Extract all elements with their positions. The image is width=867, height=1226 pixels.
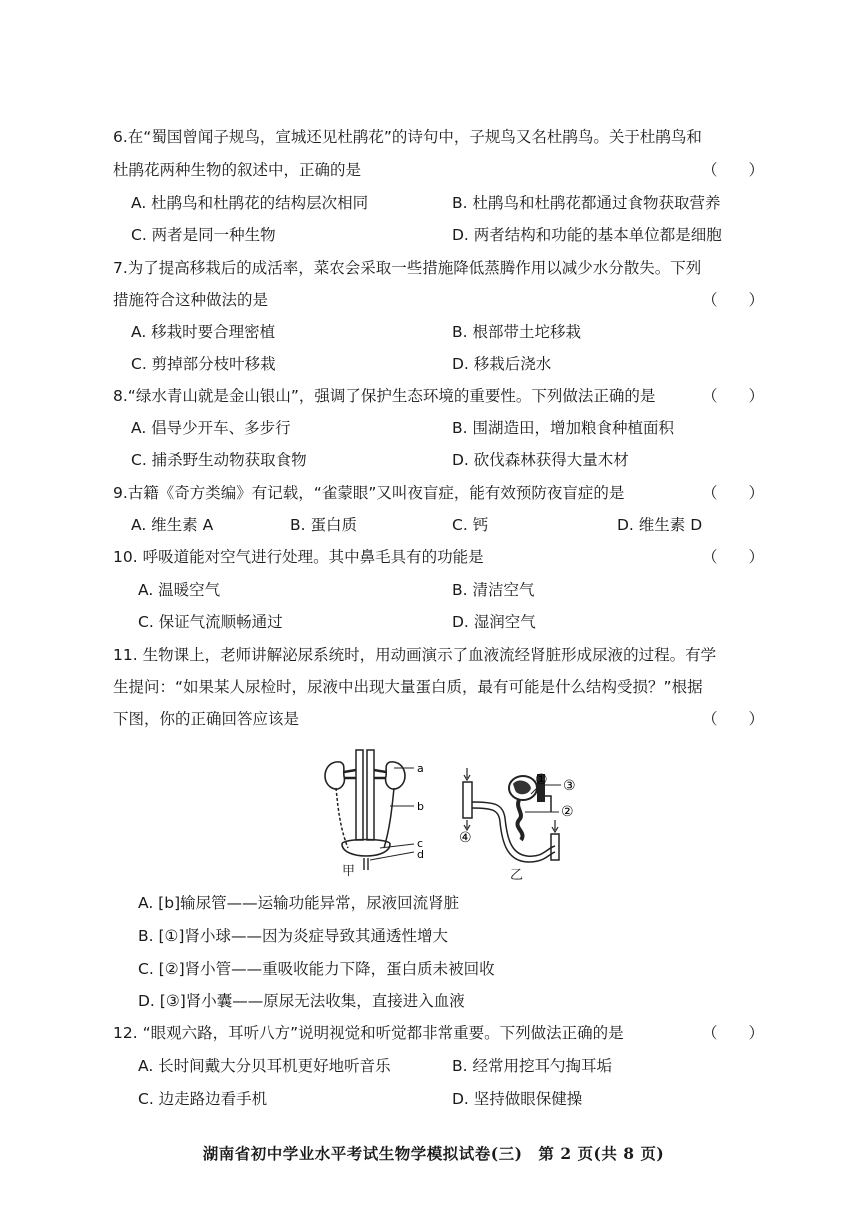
- answer-paren-6: （ ）: [702, 161, 765, 179]
- label-a: a: [417, 762, 424, 775]
- option-12-b: B. 经常用挖耳勺掏耳垢: [452, 1057, 612, 1075]
- option-11-b: B. [①]肾小球——因为炎症导致其通透性增大: [138, 927, 448, 945]
- answer-paren-12: （ ）: [702, 1024, 765, 1042]
- question-7-line-2: 措施符合这种做法的是: [113, 291, 269, 309]
- option-10-c: C. 保证气流顺畅通过: [138, 613, 283, 631]
- option-6-a: A. 杜鹃鸟和杜鹃花的结构层次相同: [131, 194, 369, 212]
- label-4: ④: [459, 830, 472, 846]
- question-6-line-2: 杜鹃花两种生物的叙述中，正确的是: [113, 161, 362, 179]
- option-11-a: A. [b]输尿管——运输功能异常，尿液回流肾脏: [138, 894, 460, 912]
- figure-nephron: [455, 768, 585, 878]
- answer-paren-9: （ ）: [702, 484, 765, 502]
- label-b: b: [417, 800, 424, 813]
- option-9-c: C. 钙: [452, 516, 489, 534]
- question-10-line-1: 10. 呼吸道能对空气进行处理。其中鼻毛具有的功能是: [113, 548, 484, 566]
- figure-caption-yi: 乙: [510, 868, 524, 883]
- option-10-d: D. 湿润空气: [452, 613, 536, 631]
- page-footer: 湖南省初中学业水平考试生物学模拟试卷(三) 第 2 页(共 8 页): [202, 1144, 665, 1163]
- answer-paren-8: （ ）: [702, 387, 765, 405]
- label-3: ③: [563, 778, 576, 794]
- option-12-a: A. 长时间戴大分贝耳机更好地听音乐: [138, 1057, 391, 1075]
- question-11-line-1: 11. 生物课上，老师讲解泌尿系统时，用动画演示了血液流经肾脏形成尿液的过程。有学: [113, 646, 717, 664]
- option-11-d: D. [③]肾小囊——原尿无法收集，直接进入血液: [138, 992, 465, 1010]
- figure-urinary-system: [310, 748, 430, 878]
- option-7-b: B. 根部带土坨移栽: [452, 323, 581, 341]
- option-7-d: D. 移栽后浇水: [452, 355, 552, 373]
- option-8-b: B. 围湖造田，增加粮食种植面积: [452, 419, 674, 437]
- answer-paren-11: （ ）: [702, 710, 765, 728]
- question-7-line-1: 7.为了提高移栽后的成活率，菜农会采取一些措施降低蒸腾作用以减少水分散失。下列: [113, 259, 702, 277]
- answer-paren-10: （ ）: [702, 548, 765, 566]
- option-12-d: D. 坚持做眼保健操: [452, 1090, 583, 1108]
- option-6-b: B. 杜鹃鸟和杜鹃花都通过食物获取营养: [452, 194, 721, 212]
- option-8-d: D. 砍伐森林获得大量木材: [452, 451, 629, 469]
- question-8-line-1: 8.“绿水青山就是金山银山”，强调了保护生态环境的重要性。下列做法正确的是: [113, 387, 656, 405]
- question-9-line-1: 9.古籍《奇方类编》有记载，“雀蒙眼”又叫夜盲症，能有效预防夜盲症的是: [113, 484, 625, 502]
- option-6-c: C. 两者是同一种生物: [131, 226, 276, 244]
- option-9-d: D. 维生素 D: [617, 516, 703, 534]
- option-11-c: C. [②]肾小管——重吸收能力下降，蛋白质未被回收: [138, 960, 495, 978]
- label-c: c: [417, 837, 424, 850]
- label-2: ②: [561, 804, 574, 820]
- option-9-a: A. 维生素 A: [131, 516, 214, 534]
- option-10-a: A. 温暖空气: [138, 581, 221, 599]
- answer-paren-7: （ ）: [702, 291, 765, 309]
- option-9-b: B. 蛋白质: [290, 516, 357, 534]
- label-1: ①: [535, 772, 548, 788]
- label-d: d: [417, 848, 424, 861]
- option-6-d: D. 两者结构和功能的基本单位都是细胞: [452, 226, 722, 244]
- question-12-line-1: 12. “眼观六路，耳听八方”说明视觉和听觉都非常重要。下列做法正确的是: [113, 1024, 624, 1042]
- option-12-c: C. 边走路边看手机: [138, 1090, 268, 1108]
- option-8-c: C. 捕杀野生动物获取食物: [131, 451, 307, 469]
- question-6-line-1: 6.在“蜀国曾闻子规鸟，宣城还见杜鹃花”的诗句中，子规鸟又名杜鹃鸟。关于杜鹃鸟和: [113, 128, 702, 146]
- question-11-line-3: 下图，你的正确回答应该是: [113, 710, 300, 728]
- option-7-a: A. 移栽时要合理密植: [131, 323, 276, 341]
- option-10-b: B. 清洁空气: [452, 581, 535, 599]
- question-11-line-2: 生提问：“如果某人尿检时，尿液中出现大量蛋白质，最有可能是什么结构受损？”根据: [113, 678, 703, 696]
- option-8-a: A. 倡导少开车、多步行: [131, 419, 291, 437]
- figure-caption-jia: 甲: [342, 864, 356, 879]
- option-7-c: C. 剪掉部分枝叶移栽: [131, 355, 276, 373]
